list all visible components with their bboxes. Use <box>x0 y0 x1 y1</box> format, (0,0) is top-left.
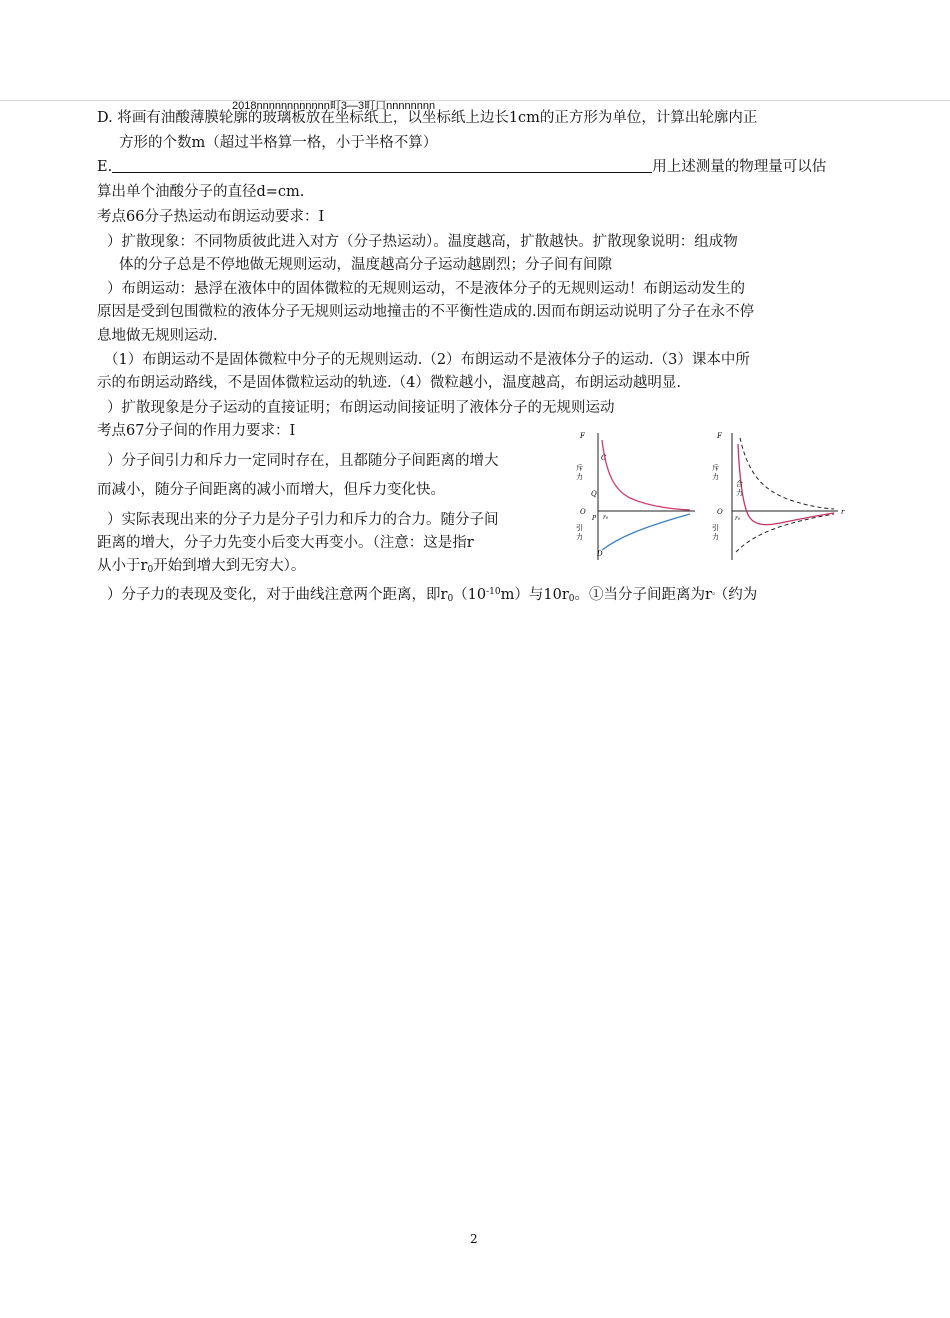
brownian-para-line1: ）布朗运动：悬浮在液体中的固体微粒的无规则运动，不是液体分子的无规则运动！布朗运动发生的 <box>107 281 745 297</box>
answer-blank[interactable] <box>112 158 652 173</box>
superscript: 。 <box>711 587 721 597</box>
header-rule <box>0 100 950 101</box>
label-attract: 引 <box>576 524 583 532</box>
label-r0: r₀ <box>735 515 741 522</box>
brownian-notes-line2: 示的布朗运动路线，不是固体微粒运动的轨迹.（4）微粒越小，温度越高，布朗运动越明显. <box>97 375 681 391</box>
force-para1-line2: 而减小，随分子间距离的减小而增大，但斥力变化快。 <box>97 482 445 498</box>
topic-67-heading: 考点67分子间的作用力要求：I <box>97 423 296 439</box>
repulsive-dashed-curve <box>740 438 834 509</box>
label-repulse: 斥 <box>576 464 583 472</box>
label-F: F <box>580 432 585 440</box>
label-attract: 力 <box>712 533 719 541</box>
label-r0: r₀ <box>603 514 609 521</box>
brownian-notes-line1: （1）布朗运动不是固体微粒中分子的无规则运动.（2）布朗运动不是液体分子的运动.（3）课本中所 <box>104 352 750 368</box>
label-attract: 引 <box>712 524 719 532</box>
label-O: O <box>717 508 723 516</box>
step-e-suffix: 用上述测量的物理量可以估 <box>652 159 827 175</box>
step-d-line1: D. 将画有油酸薄膜轮廓的玻璃板放在坐标纸上，以坐标纸上边长1cm的正方形为单位，计算出轮廓内正 <box>97 110 758 126</box>
force-para2-line2: 距离的增大，分子力先变小后变大再变小。（注意：这是指r <box>97 535 474 551</box>
label-O: O <box>580 508 586 516</box>
label-repulse: 力 <box>712 473 719 481</box>
step-e-label: E. <box>97 159 113 175</box>
text-run: 开始到增大到无穷大）。 <box>153 558 306 574</box>
text-run: ）分子力的表现及变化，对于曲线注意两个距离，即r <box>107 587 448 603</box>
repulsive-force-curve <box>602 440 690 510</box>
topic-66-heading: 考点66分子热运动布朗运动要求：I <box>97 209 325 225</box>
text-run: m）与10r <box>500 587 569 603</box>
running-header: 2018nnnnnnnnnnnn町3—3町口nnnnnnnn <box>232 100 436 112</box>
label-Q: Q <box>591 490 597 498</box>
step-d-line2: 方形的个数m（超过半格算一格，小于半格不算） <box>119 135 438 151</box>
molecular-force-figure <box>570 428 860 568</box>
right-force-graph <box>712 432 845 560</box>
label-r: r <box>841 508 845 516</box>
force-para2-line3 <box>97 556 305 580</box>
left-force-graph <box>576 432 695 560</box>
brownian-para-line2: 原因是受到包围微粒的液体分子无规则运动地撞击的不平衡性造成的.因而布朗运动说明了分子在永不停 <box>97 304 755 320</box>
label-C: C <box>601 454 607 462</box>
label-F: F <box>717 432 722 440</box>
diffusion-para-line2: 体的分子总是不停地做无规则运动，温度越高分子运动越剧烈；分子间有间隙 <box>119 257 612 273</box>
page-number: 2 <box>470 1232 478 1246</box>
text-run: 从小于r <box>97 558 148 574</box>
step-e-line2: 算出单个油酸分子的直径d=cm. <box>97 184 305 200</box>
force-para3-line1 <box>107 582 757 609</box>
label-repulse: 斥 <box>712 464 719 472</box>
text-run: （10 <box>453 587 487 603</box>
evidence-line: ）扩散现象是分子运动的直接证明；布朗运动间接证明了液体分子的无规则运动 <box>107 400 615 416</box>
subscript: 0 <box>447 594 454 604</box>
force-para2-line1: ）实际表现出来的分子力是分子引力和斥力的合力。随分子间 <box>107 512 499 528</box>
label-repulse: 力 <box>576 473 583 481</box>
label-attract: 力 <box>576 533 583 541</box>
superscript: -10 <box>486 587 501 597</box>
attractive-force-curve <box>602 514 690 550</box>
subscript: 0 <box>568 594 575 604</box>
text-run: 。①当分子间距离为r <box>574 587 712 603</box>
label-net: 力 <box>736 489 743 497</box>
label-net: 合 <box>736 480 743 488</box>
label-P: P <box>592 515 597 522</box>
force-para1-line1: ）分子间引力和斥力一定同时存在，且都随分子间距离的增大 <box>107 453 499 469</box>
text-run: （约为 <box>720 587 758 603</box>
label-D: D <box>597 550 603 558</box>
step-e-line1 <box>97 157 826 177</box>
net-force-curve <box>738 444 834 525</box>
brownian-para-line3: 息地做无规则运动. <box>97 328 218 344</box>
subscript: 0 <box>147 565 154 575</box>
diffusion-para-line1: ）扩散现象：不同物质彼此进入对方（分子热运动）。温度越高，扩散越快。扩散现象说明：组成物 <box>107 234 738 250</box>
